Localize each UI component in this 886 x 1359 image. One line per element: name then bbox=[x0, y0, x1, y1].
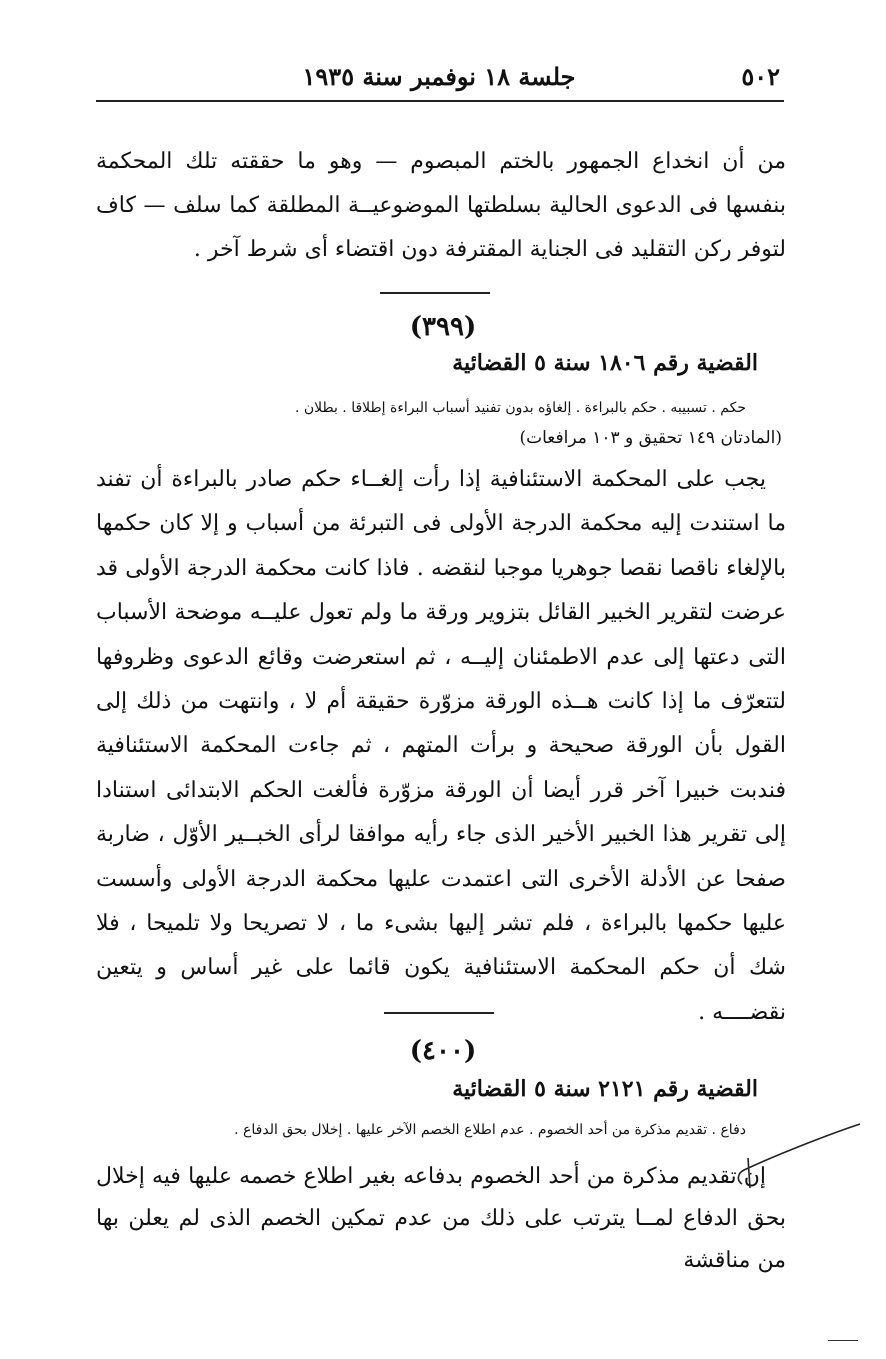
case-articles: (المادتان ١٤٩ تحقيق و ١٠٣ مرافعات) bbox=[519, 428, 782, 448]
lead-paragraph: من أن انخداع الجمهور بالختم المبصوم — وهو ما حققته تلك المحكمة بنفسها فى الدعوى الحالية بسلطتها الموضوعيــة المطلقة كما سلف — كاف لتوفر ركن التقليد فى الجناية المقترفة دون اقتضاء أى شرط آخر . bbox=[96, 149, 786, 262]
session-title: جلسة ١٨ نوفمبر سنة ١٩٣٥ bbox=[302, 62, 576, 91]
case-number: (٤٠٠) bbox=[409, 1036, 477, 1066]
handwritten-margin-mark bbox=[734, 1118, 864, 1198]
corner-rule bbox=[828, 1340, 858, 1341]
section-separator bbox=[384, 1012, 494, 1014]
page-number: ٥٠٢ bbox=[741, 62, 780, 91]
case-reference: القضية رقم ٢١٢١ سنة ٥ القضائية bbox=[452, 1076, 758, 1102]
case-ruling: يجب على المحكمة الاستئنافية إذا رأت إلغــاء حكم صادر بالبراءة أن تفند ما استندت إليه محكمة الدرجة الأولى فى التبرئة من أسباب و إلا كان حكمها بالإلغاء ناقصا نقصا جوهريا موجبا لنقضه . فاذا كانت محكمة الدرجة الأولى قد عرضت لتقرير الخبير القائل بتزوير ورقة ما ولم تعول عليــه موضحة الأسباب التى دعتها إلى عدم الاطمئنان إليــه ، ثم استعرضت وقائع الدعوى وظروفها لتتعرّف ما إذا كانت هــذه الورقة مزوّرة حقيقة أم لا ، وانتهت من ذلك إلى القول بأن الورقة صحيحة و برأت المتهم ، ثم جاءت المحكمة الاستئنافية فندبت خبيرا آخر قرر أيضا أن الورقة مزوّرة فألغت الحكم الابتدائى استنادا إلى تقرير هذا الخبير الأخير الذى جاء رأيه موافقا لرأى الخبــير الأوّل ، ضاربة صفحا عن الأدلة الأخرى التى اعتمدت عليها محكمة الدرجة الأولى وأسست عليها حكمها بالبراءة ، فلم تشر إليها بشىء ما ، لا تصريحا ولا تلميحا ، فلا شك أن حكم المحكمة الاستئنافية يكون قائما على غير أساس و يتعين نقضــــه . bbox=[96, 467, 786, 1025]
section-separator bbox=[380, 292, 490, 294]
header-rule bbox=[96, 100, 784, 102]
case-number: (٣٩٩) bbox=[409, 312, 477, 342]
case-reference: القضية رقم ١٨٠٦ سنة ٥ القضائية bbox=[452, 350, 758, 376]
case-keywords: حكم . تسبيبه . حكم بالبراءة . إلغاؤه بدون تفنيد أسباب البراءة إطلاقا . بطلان . bbox=[294, 400, 746, 416]
page-header bbox=[98, 58, 780, 98]
case-ruling: إن تقديم مذكرة من أحد الخصوم بدفاعه بغير اطلاع خصمه عليها فيه إخلال بحق الدفاع لمــا يترتب على ذلك من عدم تمكين الخصم الذى لم يعلن بها من مناقشة bbox=[96, 1164, 786, 1273]
case-keywords: دفاع . تقديم مذكرة من أحد الخصوم . عدم اطلاع الخصم الآخر عليها . إخلال بحق الدفاع . bbox=[234, 1122, 746, 1138]
